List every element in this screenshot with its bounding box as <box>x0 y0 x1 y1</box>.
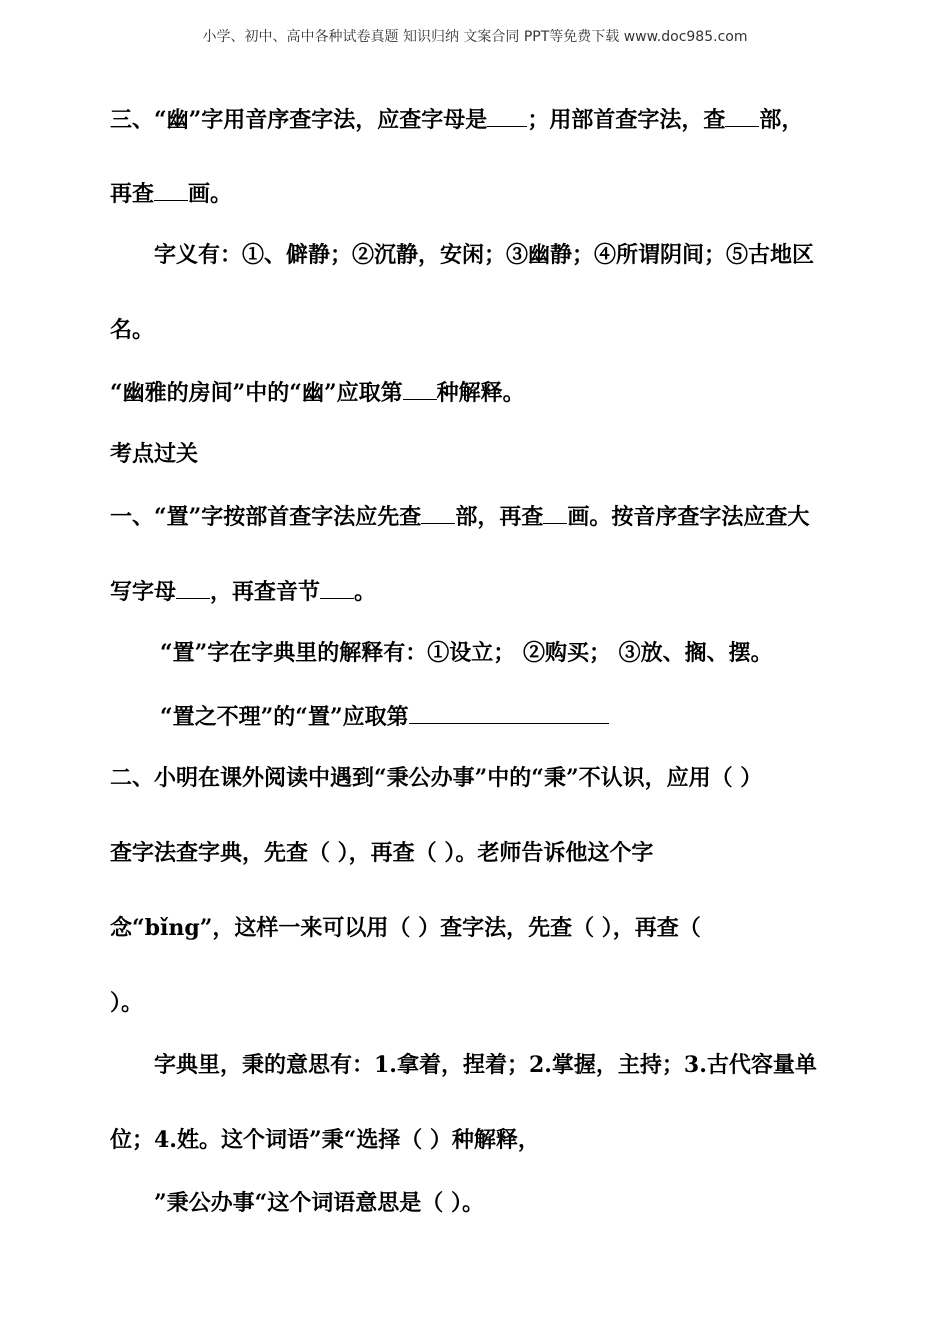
q1-meanings: “置”字在字典里的解释有：①设立； ②购买； ③放、搁、摆。 <box>160 640 773 666</box>
blank[interactable] <box>543 501 567 524</box>
checkpoint-title: 考点过关 <box>110 441 199 467</box>
text: 部， <box>759 107 804 133</box>
section3-meanings-line2: 名。 <box>110 317 155 343</box>
text: 再查 <box>110 181 155 207</box>
text: 部，再查 <box>455 504 544 530</box>
q2-meanings-line2: 位；4.姓。这个词语”秉“选择（ ）种解释， <box>110 1127 540 1153</box>
text: 写字母 <box>110 579 177 605</box>
blank[interactable] <box>487 104 527 127</box>
blank[interactable] <box>154 178 188 201</box>
text: ；用部首查字法，查 <box>527 107 726 133</box>
page-header: 小学、初中、高中各种试卷真题 知识归纳 文案合同 PPT等免费下载 www.doc985.com <box>202 29 748 45</box>
text: 一、“置”字按部首查字法应先查 <box>110 504 422 530</box>
section3-line2 <box>110 178 232 209</box>
blank[interactable] <box>421 501 455 524</box>
text: 画。按音序查字法应查大 <box>567 504 810 530</box>
blank[interactable] <box>320 576 354 599</box>
section3-meanings-line1: 字义有：①、僻静；②沉静，安闲；③幽静；④所谓阴间；⑤古地区 <box>154 242 815 268</box>
q2-line2: 查字法查字典，先查（ ），再查（ ）。老师告诉他这个字 <box>110 840 654 866</box>
q2-line4: ）。 <box>110 990 144 1016</box>
q1-question <box>160 701 609 732</box>
blank[interactable] <box>403 377 437 400</box>
section3-question <box>110 377 525 408</box>
text: “幽雅的房间”中的“幽”应取第 <box>110 380 403 406</box>
q2-meanings-line1: 字典里，秉的意思有：1.拿着，捏着；2.掌握，主持；3.古代容量单 <box>154 1052 817 1078</box>
q2-line1: 二、小明在课外阅读中遇到“秉公办事”中的“秉”不认识，应用（ ） <box>110 765 763 791</box>
q1-line1 <box>110 501 809 532</box>
section3-line1 <box>110 104 803 135</box>
q2-line3: 念“bǐng”，这样一来可以用（ ）查字法，先查（ ），再查（ <box>110 915 701 941</box>
q1-line2 <box>110 576 376 607</box>
answer-blank[interactable] <box>409 701 609 724</box>
text: “置之不理”的“置”应取第 <box>160 704 409 730</box>
text: 种解释。 <box>436 380 525 406</box>
q2-question: ”秉公办事“这个词语意思是（ ）。 <box>154 1190 484 1216</box>
blank[interactable] <box>725 104 759 127</box>
text: ，再查音节 <box>210 579 321 605</box>
text: 三、“幽”字用音序查字法，应查字母是 <box>110 107 488 133</box>
blank[interactable] <box>176 576 210 599</box>
text: 。 <box>354 579 377 605</box>
text: 画。 <box>188 181 233 207</box>
